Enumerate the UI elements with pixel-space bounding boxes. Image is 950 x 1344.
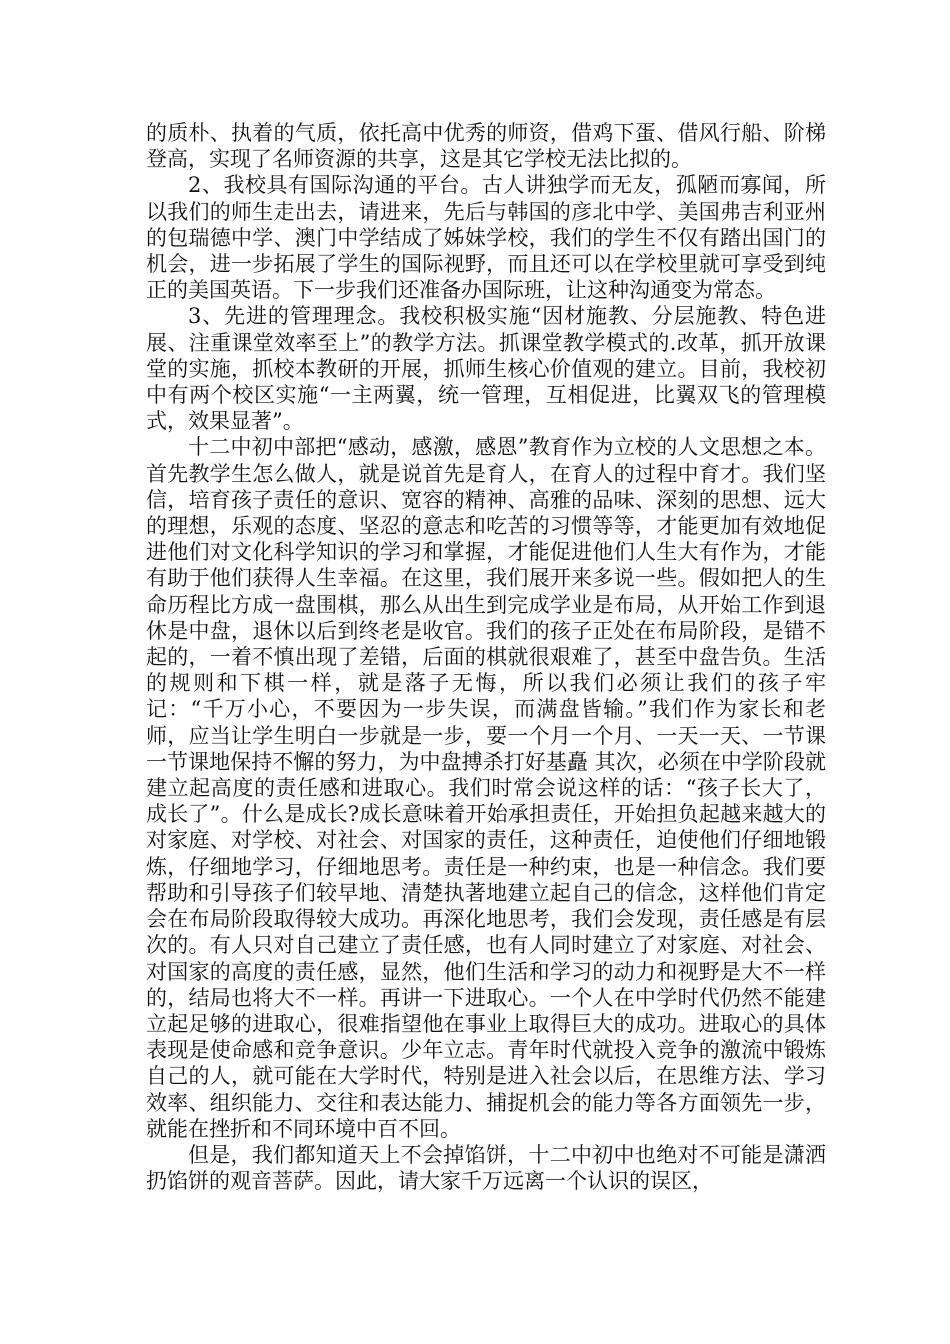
paragraph-management-concept: 3、先进的管理理念。我校积极实施“因材施教、分层施教、特色进展、注重课堂效率至上”的教学方法。抓课堂教学模式的.改革，抓开放课堂的实施，抓校本教研的开展，抓师生核心价值观的建立。目前，我校初中有两个校区实施“一主两翼，统一管理，互相促进，比翼双飞的管理模式，效果显著”。 [146, 304, 826, 434]
paragraph-humanistic-education: 十二中初中部把“感动，感激，感恩”教育作为立校的人文思想之本。首先教学生怎么做人，就是说首先是育人，在育人的过程中育才。我们坚信，培育孩子责任的意识、宽容的精神、高雅的品味、深刻的思想、远大的理想，乐观的态度、坚忍的意志和吃苦的习惯等等，才能更加有效地促进他们对文化科学知识的学习和掌握，才能促进他们人生大有作为，才能有助于他们获得人生幸福。在这里，我们展开来多说一些。假如把人的生命历程比方成一盘围棋，那么从出生到完成学业是布局，从开始工作到退休是中盘，退休以后到终老是收官。我们的孩子正处在布局阶段，是错不起的，一着不慎出现了差错，后面的棋就很艰难了，甚至中盘告负。生活的规则和下棋一样，就是落子无悔，所以我们必须让我们的孩子牢记：“千万小心，不要因为一步失误，而满盘皆输。”我们作为家长和老师，应当让学生明白一步就是一步，要一个月一个月、一天一天、一节课一节课地保持不懈的努力，为中盘搏杀打好基矗 其次，必须在中学阶段就建立起高度的责任感和进取心。我们时常会说这样的话：“孩子长大了，成长了”。什么是成长?成长意味着开始承担责任，开始担负起越来越大的对家庭、对学校、对社会、对国家的责任，这种责任，迫使他们仔细地锻炼，仔细地学习，仔细地思考。责任是一种约束，也是一种信念。我们要帮助和引导孩子们较早地、清楚执著地建立起自己的信念，这样他们肯定会在布局阶段取得较大成功。再深化地思考，我们会发现，责任感是有层次的。有人只对自己建立了责任感，也有人同时建立了对家庭、对社会、对国家的高度的责任感，显然，他们生活和学习的动力和视野是大不一样的，结局也将大不一样。再讲一下进取心。一个人在中学时代仍然不能建立起足够的进取心，很难指望他在事业上取得巨大的成功。进取心的具体表现是使命感和竞争意识。少年立志。青年时代就投入竞争的激流中锻炼自己的人，就可能在大学时代，特别是进入社会以后，在思维方法、学习效率、组织能力、交往和表达能力、捕捉机会的能力等各方面领先一步，就能在挫折和不同环境中百不回。 [146, 435, 826, 1141]
paragraph-continuation: 的质朴、执着的气质，依托高中优秀的师资，借鸡下蛋、借风行船、阶梯登高，实现了名师资源的共享，这是其它学校无法比拟的。 [146, 121, 826, 172]
paragraph-international-platform: 2、我校具有国际沟通的平台。古人讲独学而无友，孤陋而寡闻，所以我们的师生走出去，请进来，先后与韩国的彦北中学、美国弗吉利亚州的包瑞德中学、澳门中学结成了姊妹学校，我们的学生不仅有踏出国门的机会，进一步拓展了学生的国际视野，而且还可以在学校里就可享受到纯正的美国英语。下一步我们还准备办国际班，让这种沟通变为常态。 [146, 173, 826, 303]
paragraph-misconception: 但是，我们都知道天上不会掉馅饼，十二中初中也绝对不可能是潇洒扔馅饼的观音菩萨。因此，请大家千万远离一个认识的误区， [146, 1142, 826, 1194]
document-body [146, 120, 826, 1194]
